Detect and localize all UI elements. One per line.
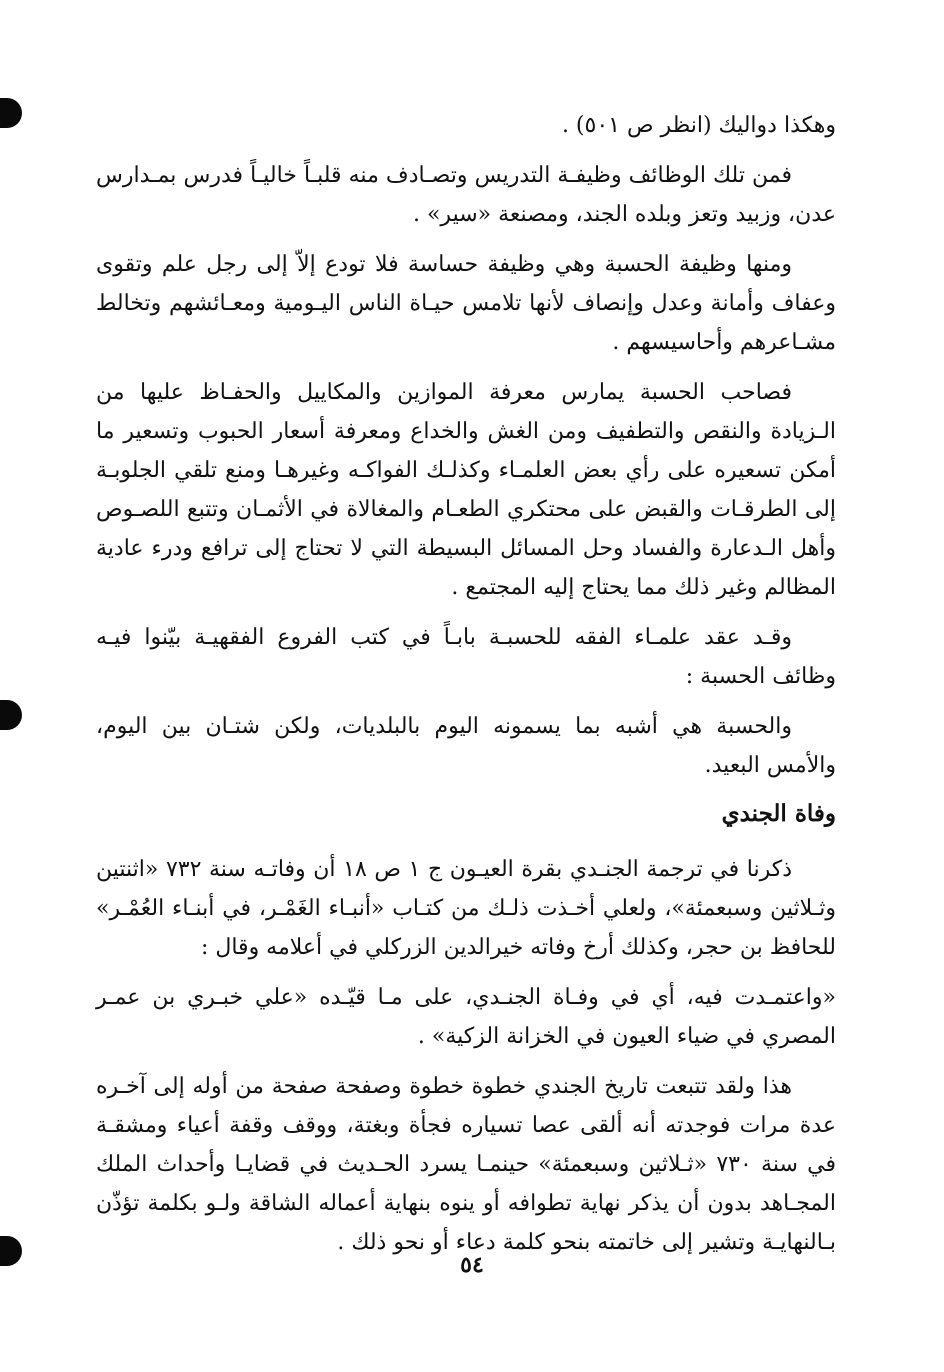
binder-hole-mark (0, 98, 22, 128)
paragraph-hisba-duties: فصاحب الحسبة يمارس معرفة الموازين والمكاييل والحفـاظ عليها من الـزيادة والنقص والتطفيف ومن الغش والخداع ومعرفة أسعار الحبوب وتسعير ما أمكن تسعيره على رأي بعض العلمـاء وكذلـك الفواكـه وغيرهـا ومنع تلقي الجلوبـة إلى الطرقـات والقبض على محتكري الطعـام والمغالاة في الأثمـان وتتبع اللصـوص وأهل الـدعارة والفساد وحل المسائل البسيطة التي لا تحتاج إلى ترافع ودرء عادية المظالم وغير ذلك مما يحتاج إليه المجتمع . (96, 380, 836, 600)
paragraph-fiqh-scholars: وقـد عقد علمـاء الفقه للحسبـة بابـاً في كتب الفروع الفقهيـة بيّنوا فيـه وظائف الحسبة : (96, 625, 836, 689)
paragraph-history-tracing: هذا ولقد تتبعت تاريخ الجندي خطوة خطوة وصفحة صفحة من أوله إلى آخـره عدة مرات فوجدته أنه ألقى عصا تسياره فجأة وبغتة، ووقف وقفة أعياء ومشقـة في سنة ٧٣٠ «ثـلاثين وسبعمئة» حينمـا يسرد الحـديث في قضايـا وأحداث الملك المجـاهد بدون أن يذكر نهاية تطوافه أو ينوه بنهاية أعماله الشاقة ولـو بكلمة تؤذّن بـالنهايـة وتشير إلى خاتمته بنحو كلمة دعاء أو نحو ذلك . (96, 1074, 836, 1255)
paragraph-quotation: «واعتمـدت فيه، أي في وفـاة الجنـدي، على مـا قيّـده «علي خبـري بن عمـر المصري في ضياء العيون في الخزانة الزكية» . (96, 985, 836, 1049)
paragraph-municipalities: والحسبة هي أشبه بما يسمونه اليوم بالبلديات، ولكن شتـان بين اليوم، والأمس البعيد. (96, 714, 836, 778)
section-heading: وفاة الجندي (721, 800, 836, 827)
paragraph-teaching: فمن تلك الوظائف وظيفـة التدريس وتصـادف منه قلبـاً خاليـاً فدرس بمـدارس عدن، وزبيد وتعز وبلده الجند، ومصنعة «سير» . (96, 163, 836, 227)
paragraph-death-date: ذكرنا في ترجمة الجنـدي بقرة العيـون ج ١ ص ١٨ أن وفاتـه سنة ٧٣٢ «اثنتين وثـلاثين وسبعمئة»، ولعلي أخـذت ذلـك من كتـاب «أنبـاء الغَمْـر، في أبنـاء العُمْـر» للحافظ بن حجر، وكذلك أرخ وفاته خيرالدين الزركلي في أعلامه وقال : (96, 857, 836, 960)
paragraph-continuation: وهكذا دواليك (انظر ص ٥٠١) . (561, 113, 836, 138)
page-body-text (96, 106, 836, 1273)
paragraph-hisba-role: ومنها وظيفة الحسبة وهي وظيفة حساسة فلا تودع إلاّ إلى رجل علم وتقوى وعفاف وأمانة وعدل وإنصاف لأنها تلامس حيـاة الناس اليـومية ومعـائشهم وتخالط مشـاعرهم وأحاسيسهم . (96, 252, 836, 355)
page-number: ٥٤ (460, 1252, 484, 1278)
binder-hole-mark (0, 700, 22, 730)
